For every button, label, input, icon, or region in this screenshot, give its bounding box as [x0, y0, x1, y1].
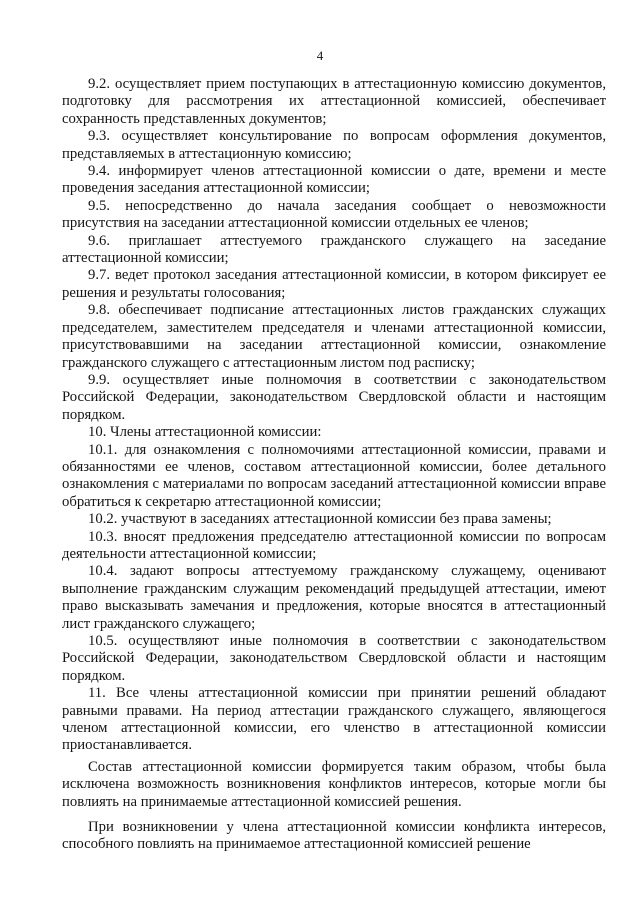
paragraph-9-3: 9.3. осуществляет консультирование по вопросам оформления документов, представляемых в аттестационную комиссию; [62, 128, 606, 162]
paragraph-commission-composition: Состав аттестационной комиссии формируется таким образом, чтобы была исключена возможность возникновения конфликтов интересов, которые могли бы повлиять на принимаемые аттестационной комиссией решения. [62, 758, 606, 810]
page-number: 4 [316, 48, 324, 63]
paragraph-9-4: 9.4. информирует членов аттестационной комиссии о дате, времени и месте проведения заседания аттестационной комиссии; [62, 163, 606, 197]
paragraph-11: 11. Все члены аттестационной комиссии при принятии решений обладают равными правами. На период аттестации гражданского служащего, являющегося членом аттестационной комиссии, его членство в аттестационной комиссии приостанавливается. [62, 685, 606, 754]
paragraph-10-2: 10.2. участвуют в заседаниях аттестационной комиссии без права замены; [88, 511, 552, 528]
paragraph-9-5: 9.5. непосредственно до начала заседания сообщает о невозможности присутствия на заседании аттестационной комиссии отдельных ее членов; [62, 197, 606, 232]
paragraph-10-5: 10.5. осуществляют иные полномочия в соответствии с законодательством Российской Федерации, законодательством Свердловской области и настоящим порядком. [62, 633, 606, 684]
paragraph-9-2: 9.2. осуществляет прием поступающих в аттестационную комиссию документов, подготовку для рассмотрения их аттестационной комиссией, обеспечивает сохранность представленных документов; [62, 76, 606, 127]
paragraph-10-heading: 10. Члены аттестационной комиссии: [88, 424, 322, 441]
paragraph-10-3: 10.3. вносят предложения председателю аттестационной комиссии по вопросам деятельности аттестационной комиссии; [62, 528, 606, 562]
document-body [62, 76, 606, 854]
paragraph-9-6: 9.6. приглашает аттестуемого гражданского служащего на заседание аттестационной комиссии; [62, 232, 606, 267]
paragraph-9-7: 9.7. ведет протокол заседания аттестационной комиссии, в котором фиксирует ее решения и результаты голосования; [62, 267, 606, 301]
paragraph-9-9: 9.9. осуществляет иные полномочия в соответствии с законодательством Российской Федерации, законодательством Свердловской области и настоящим порядком. [62, 371, 606, 423]
paragraph-10-1: 10.1. для ознакомления с полномочиями аттестационной комиссии, правами и обязанностями ее членов, составом аттестационной комиссии, более детального ознакомления с материалами по вопросам заседаний аттестационной комиссии вправе обратиться к секретарю аттестационной комиссии; [62, 441, 606, 510]
paragraph-10-4: 10.4. задают вопросы аттестуемому гражданскому служащему, оценивают выполнение гражданским служащим рекомендаций предыдущей аттестации, имеют право высказывать замечания и предложения, которые вносятся в аттестационный лист гражданского служащего; [62, 563, 606, 632]
paragraph-9-8: 9.8. обеспечивает подписание аттестационных листов гражданских служащих председателем, заместителем председателя и членами аттестационной комиссии, присутствовавшими на заседании аттестационной комиссии, ознакомление гражданского служащего с аттестационным листом под расписку; [62, 302, 606, 371]
paragraph-conflict-of-interest: При возникновении у члена аттестационной комиссии конфликта интересов, способного повлиять на принимаемое аттестационной комиссией решение [62, 819, 606, 853]
